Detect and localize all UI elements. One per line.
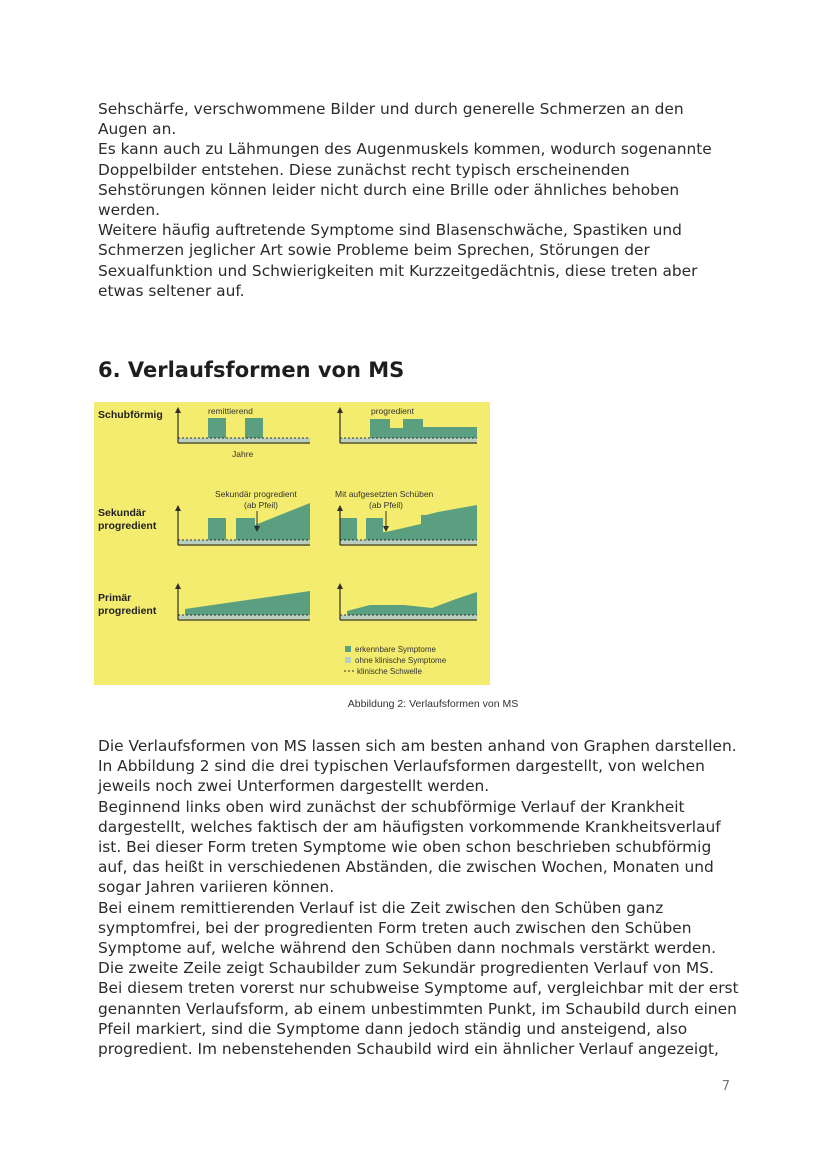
baseline-band — [340, 615, 477, 619]
legend-swatch-erkennbar — [345, 646, 351, 652]
text-line: Die Verlaufsformen von MS lassen sich am besten anhand von Graphen darstellen. — [98, 737, 737, 755]
text-line: Pfeil markiert, sind die Symptome dann jedoch ständig und ansteigend, also — [98, 1019, 688, 1038]
text-line: symptomfrei, bei der progredienten Form treten auch zwischen den Schüben — [98, 918, 692, 937]
text-line: Symptome auf, welche während den Schüben dann nochmals verstärkt werden. — [98, 939, 717, 958]
text-line: Die zweite Zeile zeigt Schaubilder zum Sekundär progredienten Verlauf von MS. — [98, 959, 714, 978]
text-line: Bei einem remittierenden Verlauf ist die Zeit zwischen den Schüben ganz — [98, 898, 664, 917]
axis-label-jahre: Jahre — [232, 449, 254, 459]
text-line: ist. Bei dieser Form treten Symptome wie oben schon beschrieben schubförmig — [98, 838, 712, 857]
baseline-band — [178, 438, 310, 442]
text-line: progredient. Im nebenstehenden Schaubild wird ein ähnlicher Verlauf angezeigt, — [98, 1040, 719, 1059]
row-label-primaer: Primär — [98, 592, 132, 604]
row-label-sekundaer-progredient: progredient — [98, 520, 157, 532]
body-text-bottom — [98, 736, 738, 1059]
panel-label-ab-pfeil-1: (ab Pfeil) — [244, 500, 279, 510]
text-line: sogar Jahren variieren können. — [98, 878, 335, 897]
row-label-schubfoermig: Schubförmig — [98, 409, 163, 421]
text-line: etwas seltener auf. — [98, 281, 245, 300]
text-line: Schmerzen jeglicher Art sowie Probleme beim Sprechen, Störungen der — [98, 241, 650, 260]
panel-label-ab-pfeil-2: (ab Pfeil) — [369, 500, 404, 510]
text-line: Bei diesem treten vorerst nur schubweise Symptome auf, vergleichbar mit der erst — [98, 979, 739, 998]
text-line: Es kann auch zu Lähmungen des Augenmuskels kommen, wodurch sogenannte — [98, 140, 712, 159]
figure-caption — [0, 698, 828, 710]
text-line: jeweils noch zwei Unterformen dargestellt werden. — [98, 777, 490, 796]
page-number: 7 — [721, 1079, 730, 1094]
baseline-band — [340, 540, 477, 544]
panel-label-remittierend: remittierend — [208, 406, 253, 416]
text-line: Sehschärfe, verschwommene Bilder und durch generelle Schmerzen an den — [98, 100, 684, 118]
row-label-sekundaer: Sekundär — [98, 507, 146, 519]
ms-course-diagram — [94, 402, 490, 685]
symptom-relapse — [245, 418, 263, 438]
baseline-band — [178, 615, 310, 619]
row-label-primaer-progredient: progredient — [98, 605, 157, 617]
section-heading: 6. Verlaufsformen von MS — [98, 358, 405, 382]
text-line: dargestellt, welches faktisch der am häufigsten vorkommende Krankheitsverlauf — [98, 817, 721, 836]
text-line: Sehstörungen können leider nicht durch eine Brille oder ähnliches behoben — [98, 180, 680, 199]
text-line: Sexualfunktion und Schwierigkeiten mit Kurzzeitgedächtnis, diese treten aber — [98, 261, 698, 280]
symptom-relapse — [340, 518, 357, 540]
figure-caption-text: Abbildung 2: Verlaufsformen von MS — [347, 698, 519, 710]
legend-swatch-ohne — [345, 657, 351, 663]
text-line: Beginnend links oben wird zunächst der schubförmige Verlauf der Krankheit — [98, 797, 685, 816]
symptom-relapse — [208, 518, 226, 540]
text-line: In Abbildung 2 sind die drei typischen Verlaufsformen dargestellt, von welchen — [98, 757, 705, 776]
text-line: werden. — [98, 201, 160, 220]
symptom-relapse — [208, 418, 226, 438]
text-line: Weitere häufig auftretende Symptome sind Blasenschwäche, Spastiken und — [98, 221, 682, 240]
text-line: auf, das heißt in verschiedenen Abständen, die zwischen Wochen, Monaten und — [98, 858, 714, 877]
body-text-top — [98, 99, 738, 301]
baseline-band — [340, 438, 477, 442]
baseline-band — [178, 540, 310, 544]
text-line: Augen an. — [98, 120, 177, 139]
ms-course-figure — [94, 402, 490, 685]
text-line: Doppelbilder entstehen. Diese zunächst recht typisch erscheinenden — [98, 160, 630, 179]
legend-label-ohne: ohne klinische Symptome — [355, 656, 447, 665]
panel-label-sekundaer-progredient: Sekundär progredient — [215, 489, 297, 499]
legend-label-schwelle: klinische Schwelle — [357, 667, 422, 676]
panel-label-aufgesetzte-schuebe: Mit aufgesetzten Schüben — [335, 489, 434, 499]
text-line: genannten Verlaufsform, ab einem unbestimmten Punkt, im Schaubild durch einen — [98, 999, 737, 1018]
panel-label-progredient: progredient — [371, 406, 415, 416]
legend-label-erkennbar: erkennbare Symptome — [355, 645, 436, 654]
